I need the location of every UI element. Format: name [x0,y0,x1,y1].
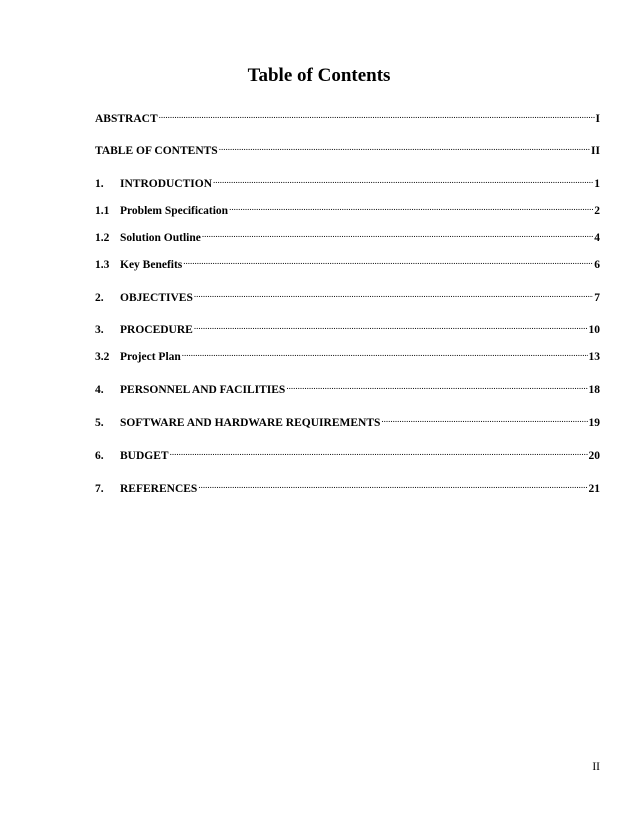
toc-entry-page: 18 [588,384,600,396]
toc-entry-page: 19 [588,417,600,429]
toc-entry-label: Key Benefits [120,259,183,271]
toc-entry-label: SOFTWARE AND HARDWARE REQUIREMENTS [120,417,381,429]
dot-leader [213,173,593,187]
toc-entry-page: 1 [594,178,600,190]
toc-entry-page: 13 [588,351,600,363]
dot-leader [170,445,588,459]
toc-entry-number: 3.2 [95,351,110,363]
dot-leader [159,108,595,122]
toc-entry-number: 3. [95,324,104,336]
toc-entry-key-benefits[interactable] [95,254,600,272]
toc-entry-page: 21 [588,483,600,495]
toc-entry-label: BUDGET [120,450,169,462]
toc-entry-label: Solution Outline [120,232,201,244]
toc-entry-number: 1.3 [95,259,110,271]
toc-entry-label: Project Plan [120,351,181,363]
toc-entry-number: 1.2 [95,232,110,244]
page-title: Table of Contents [247,65,391,86]
toc-entry-personnel-and-facilities[interactable] [95,379,600,397]
toc-entry-page: 20 [588,450,600,462]
toc-entry-label: REFERENCES [120,483,198,495]
toc-entry-solution-outline[interactable] [95,227,600,245]
dot-leader [183,254,593,268]
footer-page-number: II [592,761,600,773]
table-of-contents [95,0,600,826]
toc-entry-number: 5. [95,417,104,429]
dot-leader [182,346,588,360]
toc-entry-number: 7. [95,483,104,495]
toc-entry-number: 2. [95,292,104,304]
toc-entry-page: 4 [594,232,600,244]
toc-entry-label: OBJECTIVES [120,292,193,304]
toc-entry-page: II [591,145,600,157]
dot-leader [219,140,590,154]
toc-entry-page: 2 [594,205,600,217]
dot-leader [229,200,593,214]
dot-leader [286,379,587,393]
toc-entry-procedure[interactable] [95,319,600,337]
toc-entry-number: 4. [95,384,104,396]
toc-entry-label: PERSONNEL AND FACILITIES [120,384,286,396]
toc-entry-label: PROCEDURE [120,324,193,336]
toc-entry-page: 7 [594,292,600,304]
toc-entry-label: ABSTRACT [95,113,158,125]
dot-leader [194,287,593,301]
toc-entry-number: 1. [95,178,104,190]
toc-entry-objectives[interactable] [95,287,600,305]
toc-entry-budget[interactable] [95,445,600,463]
toc-entry-project-plan[interactable] [95,346,600,364]
toc-entry-page: I [595,113,600,125]
toc-entry-introduction[interactable] [95,173,600,191]
dot-leader [194,319,588,333]
toc-entry-number: 6. [95,450,104,462]
toc-entry-label: INTRODUCTION [120,178,213,190]
toc-entry-number: 1.1 [95,205,110,217]
toc-entry-page: 10 [588,324,600,336]
dot-leader [198,478,587,492]
toc-entry-problem-specification[interactable] [95,200,600,218]
dot-leader [202,227,593,241]
dot-leader [381,412,587,426]
toc-entry-abstract[interactable] [95,108,600,126]
toc-entry-references[interactable] [95,478,600,496]
toc-entry-software-and-hardware-requirements[interactable] [95,412,600,430]
toc-entry-table-of-contents[interactable] [95,140,600,158]
toc-entry-label: Problem Specification [120,205,229,217]
toc-entry-label: TABLE OF CONTENTS [95,145,218,157]
toc-entry-page: 6 [594,259,600,271]
